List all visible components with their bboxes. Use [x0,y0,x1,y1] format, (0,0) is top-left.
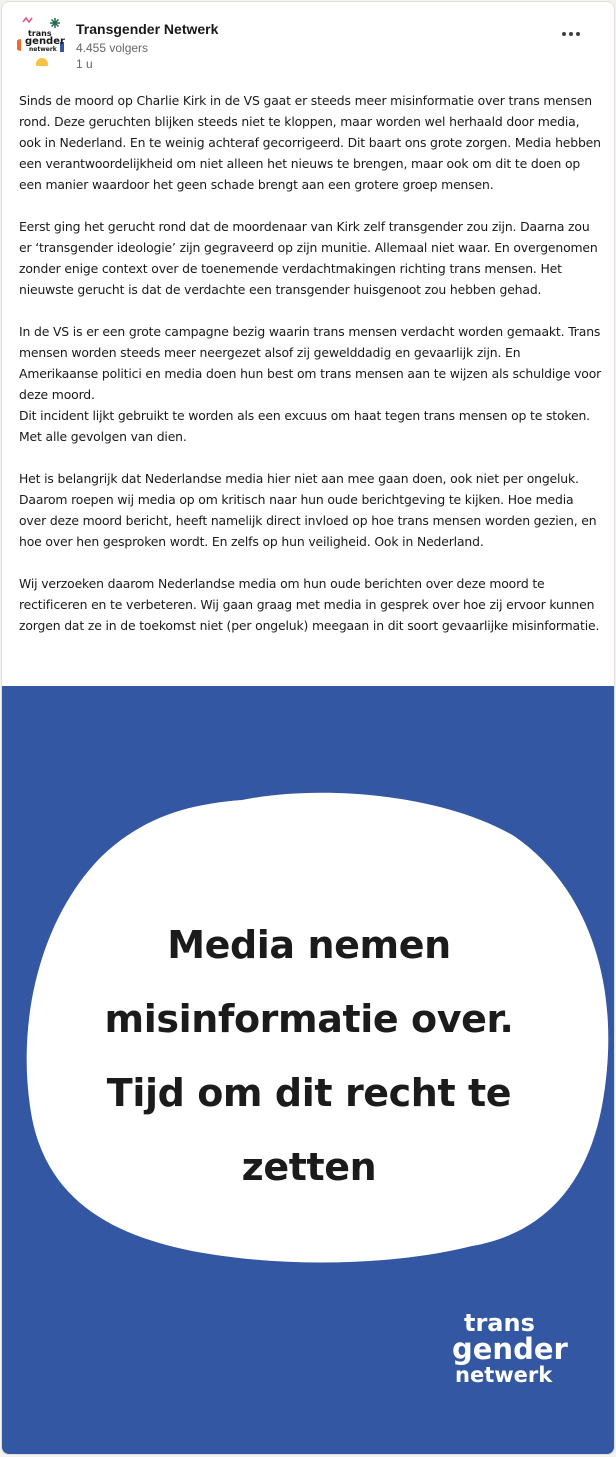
more-options-button[interactable] [551,22,591,46]
post-image[interactable] [2,686,615,1455]
post-timestamp: 1 u [76,57,93,71]
post-header [2,2,614,82]
post-paragraph: Eerst ging het gerucht rond dat de moordenaar van Kirk zelf transgender zou zijn. Daarna zou er ‘transgender ideologie’ zijn gegraveerd op zijn munitie. Allemaal niet waar. En overgenomen zonder enige context over de toenemende verdachtmakingen richting trans mensen. Het nieuwste gerucht is dat de verdachte een transgender huisgenoot zou hebben gehad. [19,219,598,297]
author-name[interactable]: Transgender Netwerk [76,21,219,37]
post-text [19,90,603,657]
company-logo[interactable] [17,16,67,66]
image-headline: Media nemen misinformatie over. Tijd om dit recht te zetten [104,923,514,1189]
logo-wordmark: trans gender netwerk [25,29,65,53]
post-paragraph: Het is belangrijk dat Nederlandse media hier niet aan mee gaan doen, ook niet per ongeluk. Daarom roepen wij media op om kritisch naar hun oude berichtgeving te kijken. Hoe media over deze moord bericht, heeft namelijk direct invloed op hoe trans mensen worden gezien, en hoe over hen gesproken wordt. En zelfs op hun veiligheid. Ook in Nederland. [19,471,597,549]
post-card [1,1,615,1455]
post-paragraph: Sinds de moord op Charlie Kirk in de VS gaat er steeds meer misinformatie over trans mensen rond. Deze geruchten blijken steeds niet te kloppen, maar worden wel herhaald door media, ook in Nederland. En te weinig achteraf gecorrigeerd. Dit baart ons grote zorgen. Media hebben een verantwoordelijkheid om niet alleen het nieuws te brengen, maar ook om dit te doen op een manier waardoor het geen schade brengt aan een grotere groep mensen. [19,93,601,192]
post-paragraph: Wij verzoeken daarom Nederlandse media om hun oude berichten over deze moord te rectificeren en te verbeteren. Wij gaan graag met media in gesprek over hoe zij ervoor kunnen zorgen dat ze in de toekomst niet (per ongeluk) meegaan in dit soort gevaarlijke misinformatie. [19,576,600,633]
brand-wordmark: trans gender netwerk [452,1309,568,1387]
follower-count: 4.455 volgers [76,41,149,55]
post-paragraph: In de VS is er een grote campagne bezig waarin trans mensen verdacht worden gemaakt. Trans mensen worden steeds meer neergezet alsof zij gewelddadig en gevaarlijk zijn. En Amerikaanse politici en media doen hun best om trans mensen aan te wijzen als schuldige voor deze moord. Dit incident lijkt gebruikt te worden als een excuus om haat tegen trans mensen op te stoken. Met alle gevolgen van dien. [19,324,602,444]
more-horizontal-icon [562,32,580,36]
